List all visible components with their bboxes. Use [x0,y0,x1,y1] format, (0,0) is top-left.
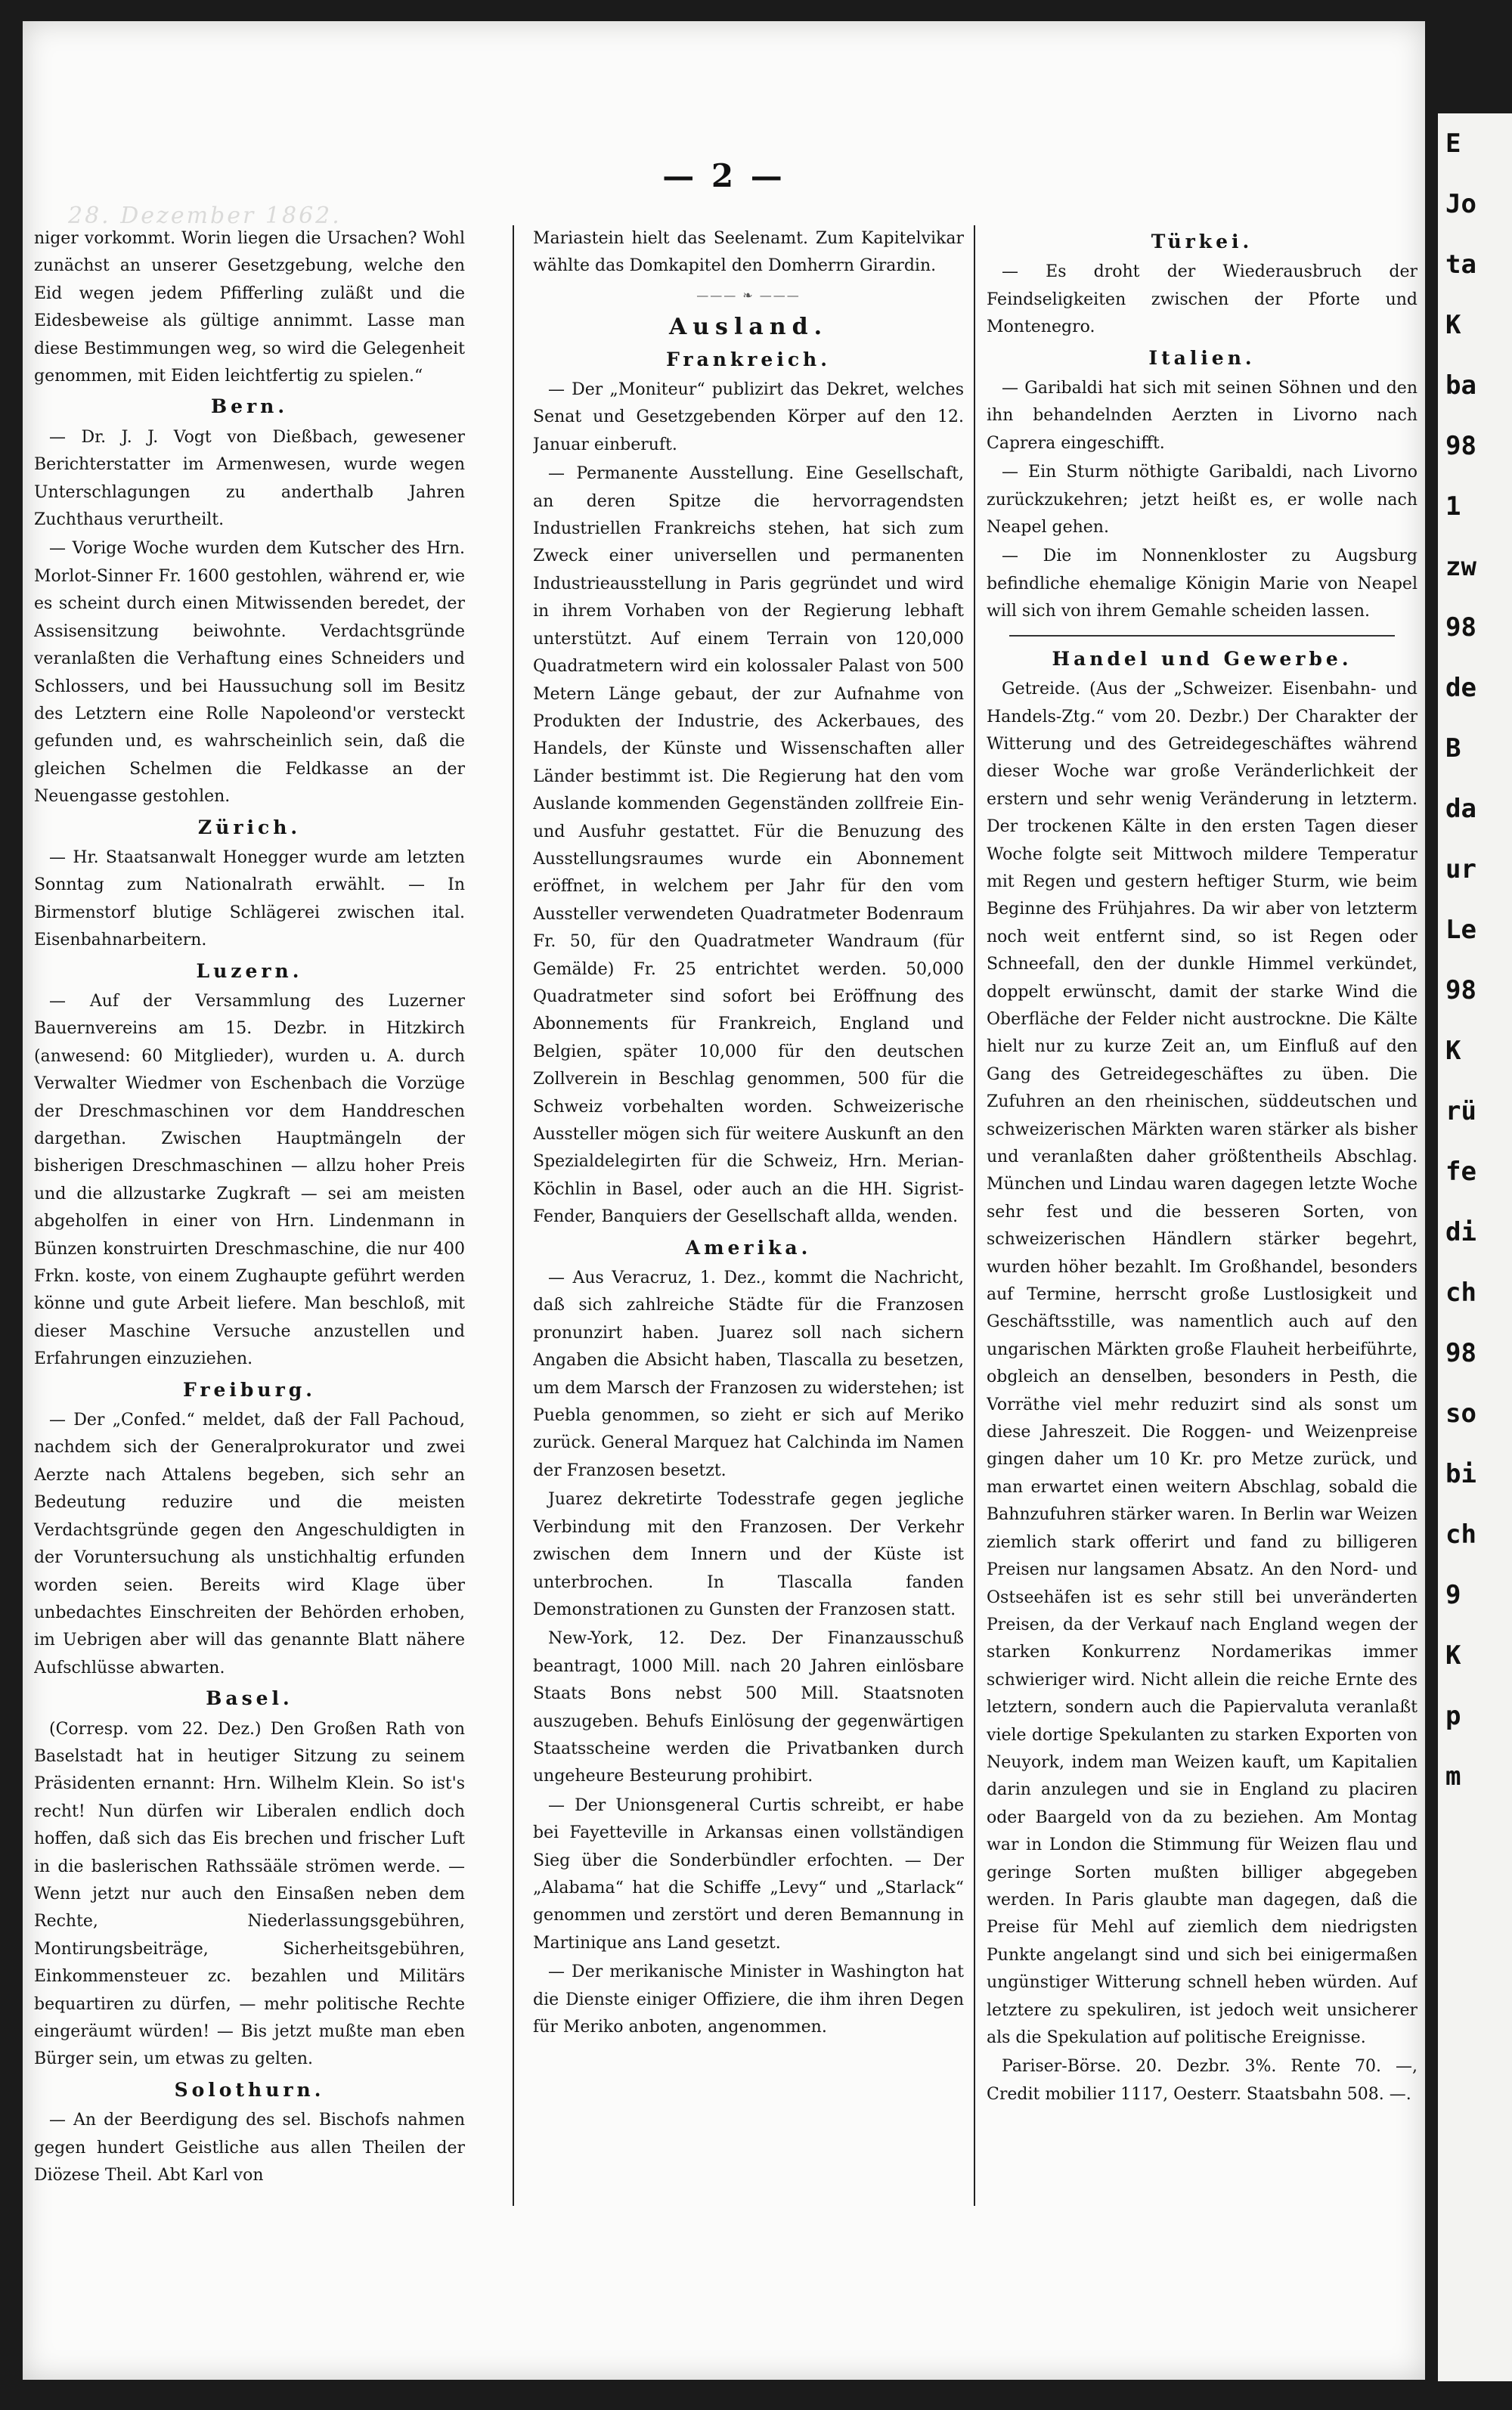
edge-fragment: rü [1445,1096,1476,1126]
edge-fragment: 98 [1445,612,1476,643]
edge-fragment: Jo [1445,189,1476,219]
section-heading: Italien. [1148,346,1256,369]
section-heading: Bern. [210,395,289,418]
edge-fragment: B [1445,733,1461,764]
article-paragraph: — Garibaldi hat sich mit seinen Söhnen und den ihn behandelnden Aerzten in Livorno nach Caprera eingeschifft. [987,379,1418,453]
section-heading: Freiburg. [183,1378,316,1401]
edge-fragment: fe [1445,1157,1476,1187]
edge-fragment: ch [1445,1519,1476,1550]
article-paragraph: — Dr. J. J. Vogt von Dießbach, gewesener Berichterstatter im Armenwesen, wurde wegen Unterschlagungen zu anderthalb Jahren Zuchthaus verurtheilt. [34,427,465,530]
edge-fragment: E [1445,129,1461,159]
article-paragraph: New-York, 12. Dez. Der Finanzausschuß beantragt, 1000 Mill. nach 20 Jahren einlösbare Staats Bons nebst 500 Mill. Staatsnoten auszugeben. Behufs Einlösung der gegenwärtigen Staatsscheine werden die Privatbanken durch ungeheure Besteurung prohibirt. [533,1629,964,1786]
edge-fragment: 98 [1445,431,1476,461]
edge-fragment: 1 [1445,491,1461,522]
edge-fragment: ch [1445,1278,1476,1308]
edge-fragment: zw [1445,552,1476,582]
article-paragraph: — An der Beerdigung des sel. Bischofs nahmen gegen hundert Geistliche aus allen Theilen der Diözese Theil. Abt Karl von [34,2111,465,2185]
column-1 [34,225,465,2221]
article-paragraph: Getreide. (Aus der „Schweizer. Eisenbahn- und Handels-Ztg.“ vom 20. Dezbr.) Der Charakter der Witterung und des Getreidegeschäftes während dieser Woche war große Veränderlichkeit der erstern und sehr wenig Veränderung in letzterm. Der trockenen Kälte in den ersten Tagen dieser Woche folgte seit Mittwoch mildere Temperatur mit Regen und gestern heftiger Sturm, wie beim Beginne des Frühjahres. Da wir aber von letzterm noch weit entfernt sind, so ist Regen oder Schneefall, den der dunkle Himmel verkündet, doppelt erwünscht, damit der starke Wind die Oberfläche der Felder nicht austrockne. Die Kälte hielt nur zu kurze Zeit an, um Einfluß auf den Gang des Getreidegeschäftes zu üben. Die Zufuhren an den rheinischen, süddeutschen und schweizerischen Märkten waren stärker als bisher und veranlaßten daher größtentheils Abschlag. München und Lindau waren dagegen letzte Woche sehr fest und die besseren Sorten, von schweizerischen Händlern stärker begehrt, wurden höher bezahlt. Im Großhandel, besonders auf Termine, herrscht große Lustlosigkeit und Geschäftsstille, was namentlich auch auf den ungarischen Märkten große Flauheit herbeiführte, obgleich an denselben, besonders in Pesth, die Vorräthe viel mehr reduzirt sind als sonst um diese Jahreszeit. Die Roggen- und Weizenpreise gingen daher um 10 Kr. pro Metze zurück, und man erwartet einen weitern Abschlag, sobald die Bahnzufuhren stärker waren. In Berlin war Weizen ziemlich stark offerirt und fand zu billigeren Preisen nur langsamen Absatz. An den Nord- und Ostseehäfen ist es sehr still bei unveränderten Preisen, da der Verkauf nach England wegen der starken Konkurrenz Nordamerikas immer schwieriger wird. Nicht allein die reiche Ernte des letztern, sondern auch die Papiervaluta veranlaßt viele dortige Spekulanten zu starken Exporten von Neuyork, indem man Weizen kauft, um Kapitalien darin anzulegen und sie in England zu placiren oder Baargeld von da zu beziehen. Am Montag war in London die Stimmung für Weizen flau und geringe Sorten mußten billiger abgegeben werden. In Paris glaubte man dagegen, daß die Preise für Mehl auf ziemlich dem niedrigsten Punkte angelangt sind und sich bei einigermaßen ungünstiger Witterung schnell heben würden. Auf letztere zu spekuliren, ist jedoch weit unsicherer als die Spekulation auf politische Ereignisse. [987,680,1418,2047]
section-heading: Basel. [206,1687,293,1710]
edge-fragment: m [1445,1761,1461,1792]
edge-fragment: bi [1445,1459,1476,1489]
section-heading: Frankreich. [666,348,831,370]
edge-fragment: de [1445,673,1476,703]
edge-fragment: da [1445,794,1476,824]
article-paragraph: (Corresp. vom 22. Dez.) Den Großen Rath von Baselstadt hat in heutiger Sitzung zu seinem Präsidenten ernannt: Hrn. Wilhelm Klein. So ist's recht! Nun dürfen wir Liberalen endlich doch hoffen, daß sich das Eis brechen und frischer Luft in die baslerischen Rathssääle strömen werde. — Wenn jetzt nur auch den Einsaßen neben dem Rechte, Niederlassungsgebühren, Montirungsbeiträge, Sicherheitsgebühren, Einkommensteuer zc. bezahlen und Militärs bequartiren zu dürfen, — mehr politische Rechte eingeräumt würden! — Bis jetzt mußte man eben Bürger sein, um etwas zu gelten. [34,1719,465,2069]
article-paragraph: — Der merikanische Minister in Washington hat die Dienste einiger Offiziere, die ihm ihren Degen für Meriko anboten, angenommen. [533,1962,964,2037]
article-paragraph: — Ein Sturm nöthigte Garibaldi, nach Livorno zurückzukehren; jetzt heißt es, er wolle nach Neapel gehen. [987,463,1418,537]
article-paragraph: Pariser-Börse. 20. Dezbr. 3%. Rente 70. —, Credit mobilier 1117, Oesterr. Staatsbahn 508. —. [987,2057,1418,2104]
section-heading: Luzern. [196,959,303,982]
edge-fragment: Le [1445,915,1476,945]
edge-fragment: 98 [1445,975,1476,1005]
column-rule [513,225,514,2206]
article-paragraph: — Auf der Versammlung des Luzerner Bauernvereins am 15. Dezbr. in Hitzkirch (anwesend: 60 Mitglieder), wurden u. A. durch Verwalter Wiedmer von Eschenbach die Vorzüge der Dreschmaschinen vor dem Handdreschen dargethan. Zwischen Hauptmängeln der bisherigen Dreschmaschinen — allzu hoher Preis und die allzustarke Zugkraft — sei am meisten abgeholfen in einer von Hrn. Lindenmann in Bünzen konstruirten Dreschmaschine, die nur 400 Frkn. koste, von einem Zughaupte geführt werden könne und gute Arbeit liefere. Man beschloß, mit dieser Maschine Versuche anzustellen und Erfahrungen einzuziehen. [34,991,465,1369]
edge-fragment: ta [1445,249,1476,280]
section-heading: Ausland. [668,314,829,341]
edge-fragment: di [1445,1217,1476,1247]
article-paragraph: — Der „Confed.“ meldet, daß der Fall Pachoud, nachdem sich der Generalprokurator und zwei Aerzte nach Attalens begeben, sich sehr an Bedeutung reduzire und die meisten Verdachtsgründe gegen den Angeschuldigten in der Voruntersuchung als unstichhaltig erfunden worden seien. Bereits wird Klage über unbedachtes Einschreiten der Behörden erhoben, im Uebrigen aber will das genannte Blatt nähere Aufschlüsse abwarten. [34,1411,465,1677]
section-heading: Zürich. [197,816,302,838]
section-heading: Amerika. [685,1236,812,1259]
section-heading: Türkei. [1151,231,1253,252]
article-paragraph: Mariastein hielt das Seelenamt. Zum Kapitelvikar wählte das Domkapitel den Domherrn Girardin. [533,229,964,276]
section-heading: Solothurn. [174,2078,325,2101]
article-paragraph: — Es droht der Wiederausbruch der Feindseligkeiten zwischen der Pforte und Montenegro. [987,262,1418,337]
column-rule [974,225,975,2206]
edge-fragment: so [1445,1399,1476,1429]
edge-fragment: K [1445,1036,1461,1066]
article-paragraph: — Der Unionsgeneral Curtis schreibt, er habe bei Fayetteville in Arkansas einen vollständigen Sieg über die Sonderbündler erfochten. — Der „Alabama“ hat die Schiffe „Levy“ und „Starlack“ genommen und zerstört und deren Bemannung in Martinique ans Land gesetzt. [533,1795,964,1953]
article-paragraph: — Aus Veracruz, 1. Dez., kommt die Nachricht, daß sich zahlreiche Städte für die Franzosen pronunzirt haben. Juarez soll nach sichern Angaben die Absicht haben, Tlascalla zu besetzen, um dem Marsch der Franzosen zu widerstehen; ist Puebla genommen, so zieht er sich auf Meriko zurück. General Marquez hat Calchinda im Namen der Franzosen besetzt. [533,1269,964,1480]
column-3 [987,225,1418,2221]
adjacent-page-edge [1438,113,1512,2381]
page-number: — 2 — [662,157,785,194]
edge-fragment: K [1445,1640,1461,1671]
article-paragraph: niger vorkommt. Worin liegen die Ursachen? Wohl zunächst an unserer Gesetzgebung, welche den Eid wegen jedem Pfifferling zuläßt und die Eidesbeweise als gültige annimmt. Lasse man diese Bestimmungen weg, so wird die Gelegenheit genommen, mit Eiden leichtfertig zu spielen.“ [34,229,465,386]
edge-fragment: ur [1445,854,1476,884]
edge-fragment: 9 [1445,1580,1461,1610]
column-2 [533,225,964,2221]
edge-fragment: K [1445,310,1461,340]
article-paragraph: — Der „Moniteur“ publizirt das Dekret, welches Senat und Gesetzgebenden Körper auf den 12. Januar einberuft. [533,380,964,454]
article-paragraph: — Permanente Ausstellung. Eine Gesellschaft, an deren Spitze die hervorragendsten Industriellen Frankreichs stehen, hat sich zum Zweck einer universellen und permanenten Industrieausstellung in Paris gegründet und wird in ihrem Vorhaben von der Regierung lebhaft unterstützt. Auf einem Terrain von 120,000 Quadratmetern wird ein kolossaler Palast von 500 Metern Länge gebaut, der zur Aufnahme von Produkten der Industrie, des Ackerbaues, des Handels, der Künste und Wissenschaften aller Länder bestimmt ist. Die Regierung hat den vom Auslande kommenden Gegenständen zollfreie Ein- und Ausfuhr gestattet. Für die Benuzung des Ausstellungsraumes wurde ein Abonnement eröffnet, in welchem per Jahr für den vom Aussteller verwendeten Quadratmeter Bodenraum Fr. 50, für den Quadratmeter Wandraum (für Gemälde) Fr. 25 entrichtet werden. 50,000 Quadratmeter sind sofort bei Eröffnung des Abonnements für Frankreich, England und Belgien, später 10,000 für den deutschen Zollverein in Beschlag genommen, 500 für die Schweiz vorbehalten worden. Schweizerische Aussteller mögen sich für weitere Auskunft an den Spezialdelegirten für die Schweiz, Hrn. Merian-Köchlin in Basel, oder auch an die HH. Sigrist-Fender, Banquiers der Gesellschaft allda, wenden. [533,464,964,1227]
edge-fragment: ba [1445,370,1476,401]
edge-fragment: p [1445,1701,1461,1731]
section-divider [1009,635,1395,637]
ornament-divider: ——— ❧ ——— [696,287,801,302]
edge-fragment: 98 [1445,1338,1476,1368]
article-paragraph: Juarez dekretirte Todesstrafe gegen jegliche Verbindung mit den Franzosen. Der Verkehr zwischen dem Innern und der Küste ist unterbrochen. In Tlascalla fanden Demonstrationen zu Gunsten der Franzosen statt. [533,1490,964,1619]
article-paragraph: — Hr. Staatsanwalt Honegger wurde am letzten Sonntag zum Nationalrath erwählt. — In Birmenstorf blutige Schlägerei zwischen ital. Eisenbahnarbeitern. [34,847,465,950]
section-heading: Handel und Gewerbe. [1052,647,1352,670]
newspaper-page [23,21,1425,2380]
article-paragraph: — Die im Nonnenkloster zu Augsburg befindliche ehemalige Königin Marie von Neapel will sich von ihrem Gemahle scheiden lassen. [987,547,1418,621]
faded-header: 28. Dezember 1862. [68,203,342,229]
article-paragraph: — Vorige Woche wurden dem Kutscher des Hrn. Morlot-Sinner Fr. 1600 gestohlen, während er, wie es scheint durch einen Mitwissenden beredet, der Assisensitzung beiwohnte. Verdachtsgründe veranlaßten die Verhaftung eines Schneiders und Schlossers, und bei Haussuchung soll im Besitz des Letztern eine Rolle Napoleond'or versteckt gefunden und, es wahrscheinlich sein, daß die gleichen Schelmen die Feldkasse an der Neuengasse gestohlen. [34,539,465,807]
